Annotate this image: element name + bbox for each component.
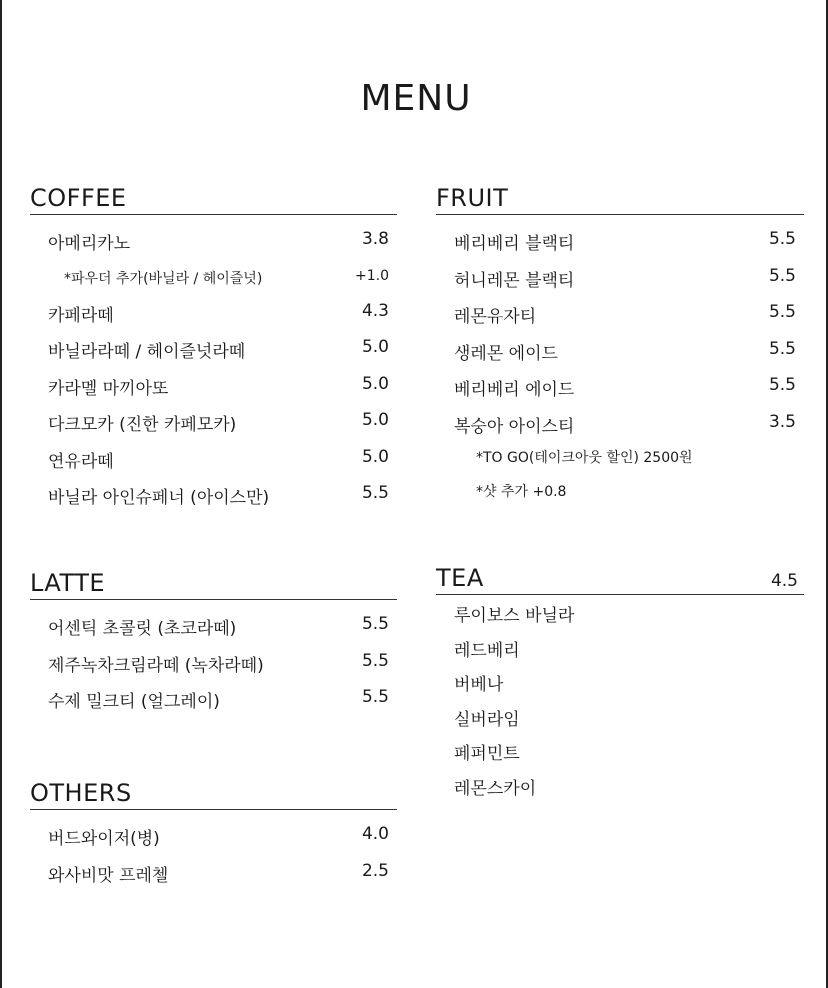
menu-item — [30, 687, 397, 724]
item-price: 5.5 — [361, 650, 389, 671]
menu-item — [30, 374, 397, 411]
shot-note: *샷 추가 +0.8 — [476, 484, 567, 500]
item-name: 카라멜 마끼아또 — [48, 378, 169, 399]
others-section — [30, 779, 397, 897]
item-name: 카페라떼 — [48, 305, 114, 326]
menu-item — [436, 229, 804, 266]
fruit-title: FRUIT — [436, 184, 509, 212]
item-price: 3.5 — [768, 411, 796, 432]
menu-item — [30, 824, 397, 861]
coffee-section — [30, 184, 397, 520]
item-price: 5.0 — [361, 337, 389, 357]
item-price: 4.0 — [361, 824, 389, 844]
tea-title: TEA — [436, 564, 484, 592]
item-name: 와사비맛 프레첼 — [48, 865, 169, 886]
others-header — [30, 779, 397, 810]
tea-item: 루이보스 바닐라 — [454, 606, 575, 626]
menu-item — [30, 410, 397, 447]
item-price: 5.0 — [361, 410, 389, 430]
menu-item — [30, 337, 397, 374]
item-price: 5.0 — [361, 373, 389, 394]
item-price: 5.5 — [768, 229, 796, 249]
menu-item — [30, 651, 397, 688]
latte-header — [30, 569, 397, 600]
item-name: *파우더 추가(바닐라 / 헤이즐넛) — [64, 270, 263, 287]
item-name: 레몬유자티 — [454, 307, 537, 327]
item-price: 5.5 — [361, 483, 389, 503]
coffee-header — [30, 184, 397, 215]
item-price: 5.5 — [768, 265, 796, 286]
fruit-list — [436, 215, 804, 516]
item-price: 2.5 — [361, 860, 389, 881]
menu-item — [30, 483, 397, 520]
tea-item: 페퍼민트 — [454, 744, 520, 764]
item-price: 5.5 — [361, 614, 389, 634]
item-name: 어센틱 초콜릿 (초코라떼) — [48, 619, 237, 639]
item-price: 3.8 — [361, 229, 389, 249]
menu-item-option — [30, 266, 397, 301]
menu-item — [30, 861, 397, 898]
coffee-title: COFFEE — [30, 184, 127, 212]
item-name: 베리베리 블랙티 — [454, 234, 575, 254]
menu-item — [436, 412, 804, 449]
menu-item — [436, 375, 804, 412]
tea-header — [436, 564, 804, 595]
item-name: 아메리카노 — [48, 234, 131, 254]
item-price: +1.0 — [355, 267, 389, 284]
tea-item: 실버라임 — [454, 709, 520, 730]
menu-item — [30, 447, 397, 484]
menu-title: MENU — [360, 78, 472, 119]
latte-list — [30, 600, 397, 724]
menu-item — [436, 302, 804, 339]
others-list — [30, 810, 397, 897]
fruit-header — [436, 184, 804, 215]
item-name: 복숭아 아이스티 — [454, 416, 575, 437]
tea-list — [436, 595, 804, 808]
item-price: 5.5 — [361, 687, 389, 707]
tea-price: 4.5 — [770, 571, 798, 591]
tea-item: 버베나 — [454, 675, 504, 695]
item-name: 베리베리 에이드 — [454, 380, 575, 400]
item-name: 연유라떼 — [48, 451, 114, 472]
menu-item — [30, 229, 397, 266]
item-name: 허니레몬 블랙티 — [454, 270, 575, 291]
item-name: 수제 밀크티 (얼그레이) — [48, 692, 220, 712]
menu-item — [30, 614, 397, 651]
item-price: 5.5 — [768, 302, 796, 322]
togo-note: *TO GO(테이크아웃 할인) 2500원 — [476, 450, 693, 466]
item-price: 5.5 — [768, 338, 796, 359]
item-name: 생레몬 에이드 — [454, 343, 558, 364]
tea-item: 레몬스카이 — [454, 778, 537, 799]
latte-title: LATTE — [30, 569, 106, 597]
item-price: 5.5 — [768, 375, 796, 395]
latte-section — [30, 569, 397, 724]
item-price: 5.0 — [361, 446, 389, 467]
tea-section — [436, 564, 804, 808]
item-price: 4.3 — [361, 300, 389, 321]
menu-item — [30, 301, 397, 338]
item-name: 버드와이저(병) — [48, 829, 160, 849]
menu-item — [436, 266, 804, 303]
others-title: OTHERS — [30, 779, 132, 807]
tea-item: 레드베리 — [454, 640, 520, 661]
item-name: 다크모카 (진한 카페모카) — [48, 415, 237, 435]
item-name: 바닐라 아인슈페너 (아이스만) — [48, 488, 270, 508]
item-name: 제주녹차크림라떼 (녹차라떼) — [48, 655, 264, 676]
item-name: 바닐라라떼 / 헤이즐넛라떼 — [48, 342, 246, 362]
coffee-list — [30, 215, 397, 520]
fruit-section — [436, 184, 804, 516]
menu-item — [436, 339, 804, 376]
